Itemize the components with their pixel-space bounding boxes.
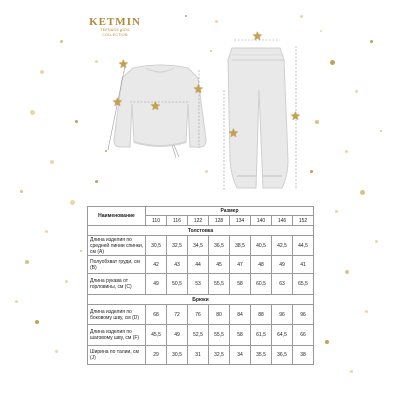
header-name: Наименование	[88, 207, 146, 226]
value-cell: 49	[146, 274, 167, 295]
gold-star-icon: ★	[228, 126, 239, 140]
size-cell: 110	[146, 216, 167, 226]
value-cell: 44,5	[293, 236, 314, 256]
value-cell: 64,5	[272, 325, 293, 346]
size-cell: 152	[293, 216, 314, 226]
header-size: Размер	[146, 207, 314, 216]
value-cell: 35,5	[251, 346, 272, 365]
size-cell: 134	[230, 216, 251, 226]
value-cell: 76	[188, 305, 209, 325]
value-cell: 48	[251, 256, 272, 274]
section-title: Толстовка	[88, 226, 314, 236]
value-cell: 34,5	[188, 236, 209, 256]
gold-star-icon: ★	[252, 29, 263, 43]
gold-star-icon: ★	[118, 57, 129, 71]
value-cell: 53	[188, 274, 209, 295]
size-cell: 116	[167, 216, 188, 226]
size-chart-table	[87, 206, 314, 365]
value-cell: 61,5	[251, 325, 272, 346]
value-cell: 88	[251, 305, 272, 325]
row-label: Длина изделия по боковому шву, см (D)	[88, 305, 146, 325]
size-cell: 122	[188, 216, 209, 226]
value-cell: 36,5	[272, 346, 293, 365]
row-label: Длина изделия по шаговому шву, см (F)	[88, 325, 146, 346]
value-cell: 43	[167, 256, 188, 274]
value-cell: 38,5	[230, 236, 251, 256]
value-cell: 84	[230, 305, 251, 325]
value-cell: 47	[230, 256, 251, 274]
value-cell: 55,5	[209, 274, 230, 295]
size-cell: 140	[251, 216, 272, 226]
value-cell: 36,5	[209, 236, 230, 256]
value-cell: 55,5	[209, 325, 230, 346]
value-cell: 44	[188, 256, 209, 274]
section-title: Брюки	[88, 295, 314, 305]
row-label: Длина рукава от горловины, см (C)	[88, 274, 146, 295]
brand-name: KETMIN	[89, 16, 141, 28]
value-cell: 58	[230, 274, 251, 295]
value-cell: 96	[293, 305, 314, 325]
value-cell: 30,5	[167, 346, 188, 365]
value-cell: 29	[146, 346, 167, 365]
brand-subtitle-2: COLLECTION	[102, 32, 128, 37]
value-cell: 31	[188, 346, 209, 365]
value-cell: 65,5	[293, 274, 314, 295]
value-cell: 52,5	[188, 325, 209, 346]
value-cell: 63	[272, 274, 293, 295]
value-cell: 38	[293, 346, 314, 365]
size-cell: 128	[209, 216, 230, 226]
value-cell: 50,5	[167, 274, 188, 295]
value-cell: 34	[230, 346, 251, 365]
brand-subtitle-1: TEENAGE KIDS	[100, 28, 130, 32]
value-cell: 68	[146, 305, 167, 325]
value-cell: 60,5	[251, 274, 272, 295]
value-cell: 45	[209, 256, 230, 274]
value-cell: 40,5	[251, 236, 272, 256]
value-cell: 49	[272, 256, 293, 274]
gold-star-icon: ★	[290, 109, 301, 123]
value-cell: 49	[167, 325, 188, 346]
value-cell: 42	[146, 256, 167, 274]
row-label: Длина изделия по средней линии спинки, см (A)	[88, 236, 146, 256]
value-cell: 41	[293, 256, 314, 274]
gold-star-icon: ★	[193, 82, 204, 96]
value-cell: 42,5	[272, 236, 293, 256]
value-cell: 32,5	[209, 346, 230, 365]
gold-star-icon: ★	[150, 99, 161, 113]
gold-star-icon: ★	[112, 95, 123, 109]
value-cell: 58	[230, 325, 251, 346]
value-cell: 30,5	[146, 236, 167, 256]
jogger-pants-illustration	[224, 40, 296, 190]
row-label: Ширина по талии, см (J)	[88, 346, 146, 365]
value-cell: 96	[272, 305, 293, 325]
size-cell: 146	[272, 216, 293, 226]
value-cell: 32,5	[167, 236, 188, 256]
row-label: Полуобхват груди, см (B)	[88, 256, 146, 274]
value-cell: 45,5	[146, 325, 167, 346]
value-cell: 80	[209, 305, 230, 325]
value-cell: 66	[293, 325, 314, 346]
value-cell: 72	[167, 305, 188, 325]
